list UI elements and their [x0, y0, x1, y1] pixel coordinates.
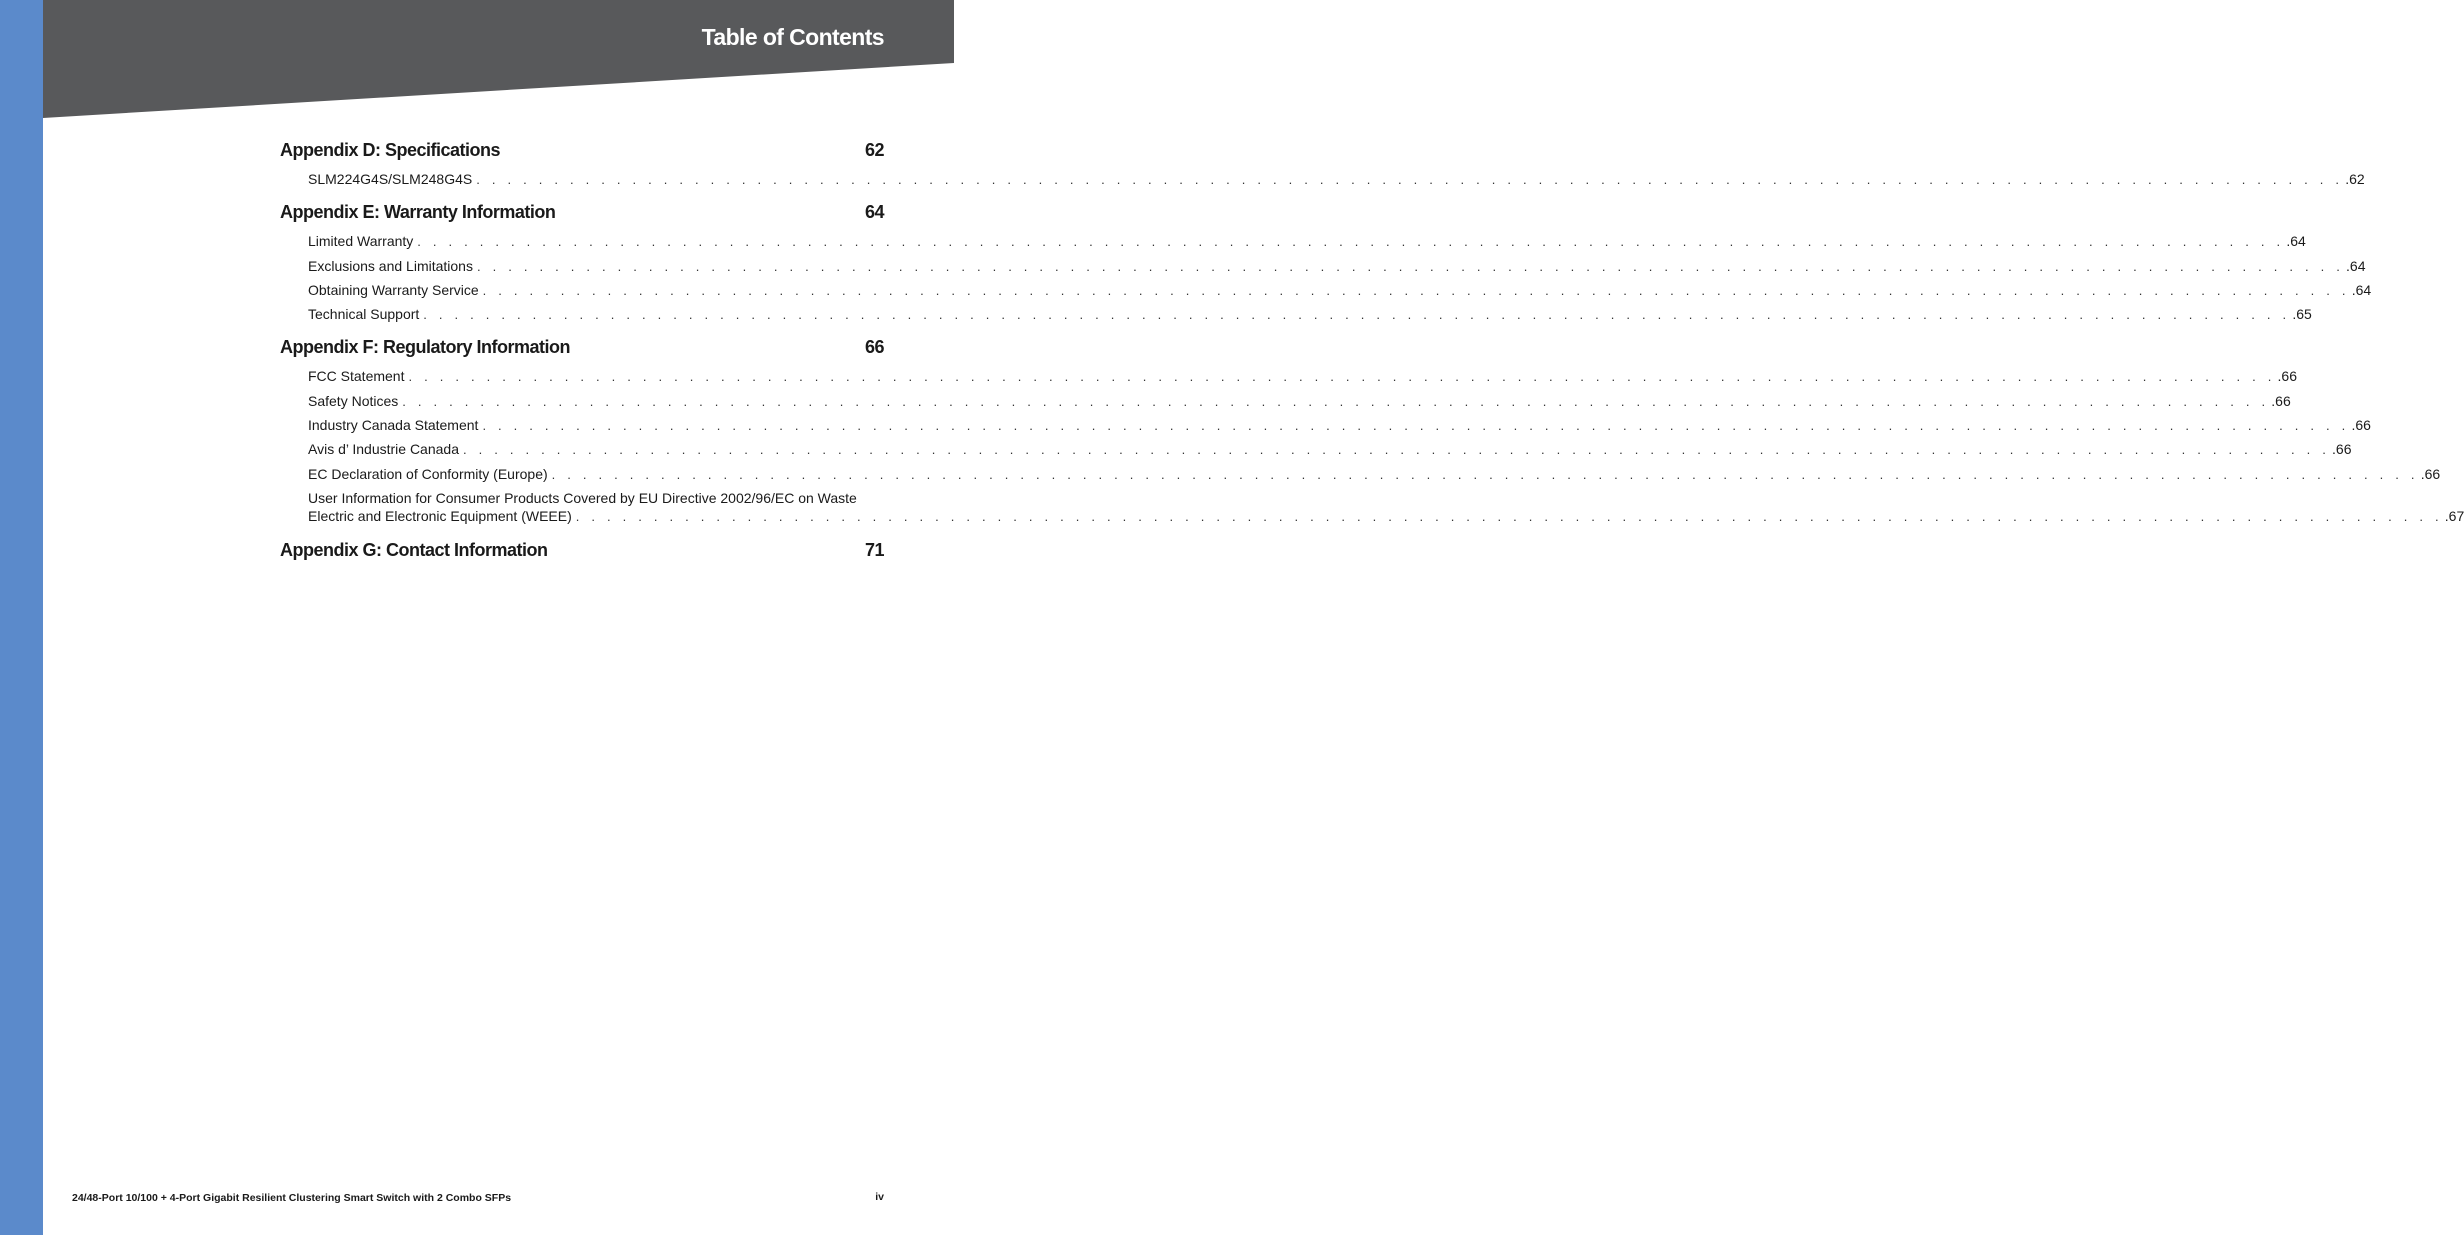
toc-entry-page: .65	[2292, 306, 2312, 323]
toc-section	[280, 535, 884, 565]
footer-page-number: iv	[875, 1191, 884, 1203]
table-of-contents	[280, 135, 2464, 565]
dot-leader: . . . . . . . . . . . . . . . . . . . . . . . . . . . . . . . . . . . . . . . . . . . . . . . . . . . . . . . . . . . . . . . . . . . . . . . . . . . . . . . . . . . . . . . . . . . . . . . . . . . . . . . . . . . . . . . . . . . . . . . .	[482, 418, 2350, 434]
toc-entry-page: .66	[2277, 368, 2297, 385]
toc-entry-page: .66	[2271, 392, 2291, 409]
toc-entry-page: .64	[2286, 233, 2306, 250]
toc-entry-list	[280, 227, 2372, 332]
dot-leader: . . . . . . . . . . . . . . . . . . . . . . . . . . . . . . . . . . . . . . . . . . . . . . . . . . . . . . . . . . . . . . . . . . . . . . . . . . . . . . . . . . . . . . . . . . . . . . . . . . . . . . . . . . . . . . . . . . . . . . . .	[423, 307, 2291, 323]
toc-section-heading[interactable]	[280, 197, 884, 227]
toc-section-page: 64	[864, 202, 884, 223]
toc-entry-label: Exclusions and Limitations	[308, 257, 473, 274]
toc-entry-page: .66	[2332, 441, 2352, 458]
toc-entry-label: Avis d’ Industrie Canada	[308, 441, 459, 458]
toc-entry-page: .62	[2345, 171, 2365, 187]
toc-section-heading[interactable]	[280, 535, 884, 565]
toc-entry-label: Safety Notices	[308, 392, 399, 409]
toc-entry[interactable]	[308, 302, 2312, 326]
toc-entry-label-line1: User Information for Consumer Products Covered by EU Directive 2002/96/EC on Waste	[308, 489, 857, 506]
dot-leader: . . . . . . . . . . . . . . . . . . . . . . . . . . . . . . . . . . . . . . . . . . . . . . . . . . . . . . . . . . . . . . . . . . . . . . . . . . . . . . . . . . . . . . . . . . . . . . . . . . . . . . . . . . . . . . . . . . . . . . . .	[476, 258, 2345, 274]
dot-leader: . . . . . . . . . . . . . . . . . . . . . . . . . . . . . . . . . . . . . . . . . . . . . . . . . . . . . . . . . . . . . . . . . . . . . . . . . . . . . . . . . . . . . . . . . . . . . . . . . . . . . . . . . . . . . . . . . . . . . . . .	[408, 369, 2276, 385]
toc-entry[interactable]	[308, 278, 2372, 302]
toc-entry-list	[280, 165, 2365, 197]
header-band	[43, 0, 954, 120]
toc-section-heading[interactable]	[280, 135, 884, 165]
toc-entry[interactable]	[308, 437, 2352, 461]
left-color-bar	[0, 0, 43, 1235]
toc-entry-label: Limited Warranty	[308, 233, 414, 250]
dot-leader: . . . . . . . . . . . . . . . . . . . . . . . . . . . . . . . . . . . . . . . . . . . . . . . . . . . . . . . . . . . . . . . . . . . . . . . . . . . . . . . . . . . . . . . . . . . . . . . . . . . . . . . . . . . . . . . . . . . . . . . .	[462, 442, 2331, 458]
dot-leader: . . . . . . . . . . . . . . . . . . . . . . . . . . . . . . . . . . . . . . . . . . . . . . . . . . . . . . . . . . . . . . . . . . . . . . . . . . . . . . . . . . . . . . . . . . . . . . . . . . . . . . . . . . . . . . . . . . . . . . . .	[482, 282, 2350, 298]
toc-entry-label: FCC Statement	[308, 368, 405, 385]
toc-entry[interactable]	[308, 167, 2365, 191]
toc-entry-label-line2: Electric and Electronic Equipment (WEEE)	[308, 507, 572, 524]
toc-section	[280, 197, 2372, 332]
toc-entry-list	[280, 362, 2464, 534]
toc-entry-page: .66	[2351, 417, 2371, 434]
toc-entry[interactable]	[308, 389, 2291, 413]
toc-entry-page: .64	[2351, 281, 2372, 298]
footer-product-name: 24/48-Port 10/100 + 4-Port Gigabit Resilient Clustering Smart Switch with 2 Combo SFPs	[72, 1192, 512, 1204]
toc-section-heading[interactable]	[280, 332, 884, 362]
toc-section-page: 62	[864, 140, 884, 160]
toc-section-page: 71	[864, 539, 884, 560]
toc-entry-line2	[308, 507, 2464, 526]
toc-entry-label: EC Declaration of Conformity (Europe)	[308, 465, 548, 482]
toc-entry[interactable]	[308, 486, 2464, 529]
toc-entry[interactable]	[308, 229, 2306, 253]
dot-leader: . . . . . . . . . . . . . . . . . . . . . . . . . . . . . . . . . . . . . . . . . . . . . . . . . . . . . . . . . . . . . . . . . . . . . . . . . . . . . . . . . . . . . . . . . . . . . . . . . . . . . . . . . . . . . . . . . . . . . . . .	[551, 466, 2419, 482]
toc-entry-page: .67	[2444, 507, 2464, 524]
toc-entry-label: Technical Support	[308, 306, 420, 323]
toc-section-page: 66	[864, 337, 884, 358]
toc-entry-label: Industry Canada Statement	[308, 417, 479, 434]
toc-entry-label: SLM224G4S/SLM248G4S	[308, 171, 473, 187]
header-band-shape	[43, 0, 954, 120]
dot-leader: . . . . . . . . . . . . . . . . . . . . . . . . . . . . . . . . . . . . . . . . . . . . . . . . . . . . . . . . . . . . . . . . . . . . . . . . . . . . . . . . . . . . . . . . . . . . . . . . . . . . . . . . . . . . . . . . . . . . . . . .	[476, 172, 2344, 187]
toc-entry[interactable]	[308, 413, 2371, 437]
toc-entry-label: Obtaining Warranty Service	[308, 281, 479, 298]
toc-entry[interactable]	[308, 364, 2297, 388]
toc-entry[interactable]	[308, 254, 2366, 278]
toc-section	[280, 332, 2464, 534]
toc-section-title: Appendix E: Warranty Information	[280, 202, 556, 223]
toc-entry-page: .64	[2346, 257, 2366, 274]
toc-section-title: Appendix D: Specifications	[280, 140, 501, 160]
toc-section-title: Appendix F: Regulatory Information	[280, 337, 571, 358]
toc-section	[280, 135, 2365, 197]
toc-entry-page: .66	[2420, 465, 2441, 482]
dot-leader: . . . . . . . . . . . . . . . . . . . . . . . . . . . . . . . . . . . . . . . . . . . . . . . . . . . . . . . . . . . . . . . . . . . . . . . . . . . . . . . . . . . . . . . . . . . . . . . . . . . . . . . . . . . . . . . . . . . . . . . .	[402, 393, 2270, 409]
toc-section-title: Appendix G: Contact Information	[280, 539, 548, 560]
dot-leader: . . . . . . . . . . . . . . . . . . . . . . . . . . . . . . . . . . . . . . . . . . . . . . . . . . . . . . . . . . . . . . . . . . . . . . . . . . . . . . . . . . . . . . . . . . . . . . . . . . . . . . . . . . . . . . . . . . . . . . . .	[417, 234, 2285, 250]
toc-entry[interactable]	[308, 462, 2441, 486]
page-title: Table of Contents	[701, 24, 884, 50]
dot-leader: . . . . . . . . . . . . . . . . . . . . . . . . . . . . . . . . . . . . . . . . . . . . . . . . . . . . . . . . . . . . . . . . . . . . . . . . . . . . . . . . . . . . . . . . . . . . . . . . . . . . . . . . . . . . . . . . . . . . . . . .	[575, 508, 2443, 524]
